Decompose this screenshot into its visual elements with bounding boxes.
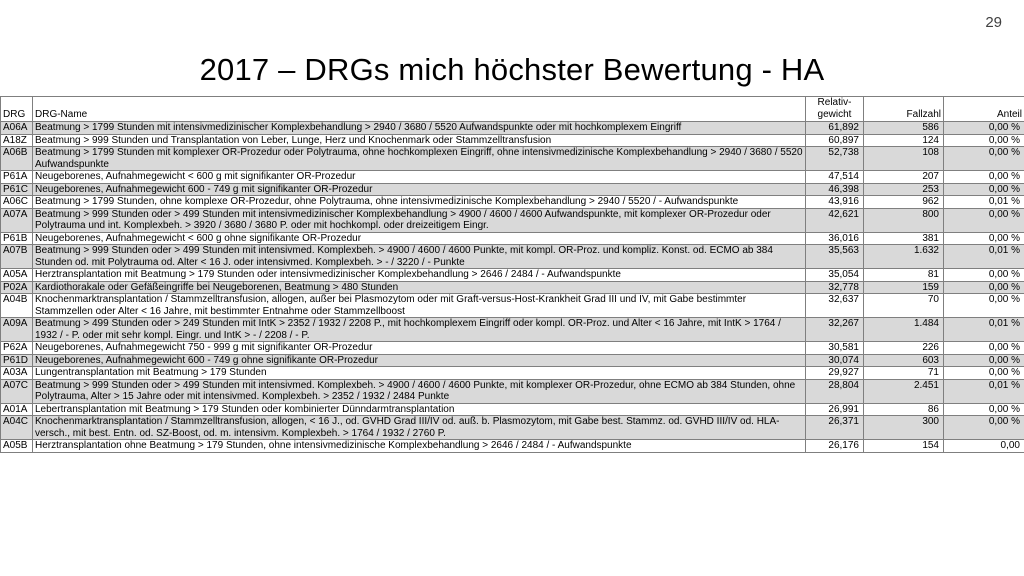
cell-anteil: 0,00 %: [944, 183, 1024, 196]
header-relativgewicht-line2: gewicht: [817, 108, 852, 120]
cell-drg: P02A: [1, 281, 33, 294]
cell-anteil: 0,01 %: [944, 318, 1024, 342]
cell-anteil: 0,00 %: [944, 354, 1024, 367]
cell-relativgewicht: 29,927: [806, 367, 864, 380]
cell-drg-name: Beatmung > 1799 Stunden mit komplexer OR-Prozedur oder Polytrauma, ohne hochkomplexen Eingriff, ohne intensivmedizinische Komplexbehandlung > 2940 / 3680 / 5520 Aufwandspunkte: [33, 147, 806, 171]
cell-anteil: 0,00 %: [944, 294, 1024, 318]
cell-anteil: 0,00 %: [944, 342, 1024, 355]
cell-drg: P61B: [1, 232, 33, 245]
cell-relativgewicht: 30,581: [806, 342, 864, 355]
header-fallzahl: Fallzahl: [864, 97, 944, 122]
table-row: [1, 232, 1024, 245]
cell-fallzahl: 226: [864, 342, 944, 355]
cell-anteil: 0,01 %: [944, 245, 1024, 269]
cell-drg: A04C: [1, 416, 33, 440]
cell-drg: A05B: [1, 440, 33, 453]
cell-relativgewicht: 30,074: [806, 354, 864, 367]
table-row: [1, 245, 1024, 269]
table-row: [1, 134, 1024, 147]
header-drg: DRG: [1, 97, 33, 122]
cell-drg: A18Z: [1, 134, 33, 147]
cell-drg-name: Neugeborenes, Aufnahmegewicht 600 - 749 g ohne signifikante OR-Prozedur: [33, 354, 806, 367]
cell-relativgewicht: 32,267: [806, 318, 864, 342]
cell-fallzahl: 1.632: [864, 245, 944, 269]
cell-drg: A04B: [1, 294, 33, 318]
cell-drg-name: Beatmung > 999 Stunden oder > 499 Stunden mit intensivmed. Komplexbeh. > 4900 / 4600 / 4600 Punkte, mit komplexer OR-Prozedur, ohne ECMO ab 384 Stunden, ohne Polytrauma, Alter > 15 Jahre oder mit intensivmed. Komplexbeh. > 2352 / 1932 / 2484 Punkte: [33, 379, 806, 403]
cell-drg-name: Neugeborenes, Aufnahmegewicht 600 - 749 g mit signifikanter OR-Prozedur: [33, 183, 806, 196]
cell-drg: P61A: [1, 171, 33, 184]
table-row: [1, 342, 1024, 355]
cell-drg: A07A: [1, 208, 33, 232]
cell-relativgewicht: 36,016: [806, 232, 864, 245]
table-row: [1, 269, 1024, 282]
table-row: [1, 196, 1024, 209]
cell-drg: P61C: [1, 183, 33, 196]
table-row: [1, 281, 1024, 294]
cell-anteil: 0,00 %: [944, 122, 1024, 135]
cell-drg: A07B: [1, 245, 33, 269]
header-drg-name: DRG-Name: [33, 97, 806, 122]
cell-relativgewicht: 46,398: [806, 183, 864, 196]
header-anteil: Anteil: [944, 97, 1024, 122]
table-row: [1, 147, 1024, 171]
cell-fallzahl: 81: [864, 269, 944, 282]
cell-fallzahl: 71: [864, 367, 944, 380]
cell-relativgewicht: 47,514: [806, 171, 864, 184]
cell-drg-name: Beatmung > 1799 Stunden, ohne komplexe OR-Prozedur, ohne Polytrauma, ohne intensivmedizinische Komplexbehandlung > 2940 / 5520 / - Aufwandspunkte: [33, 196, 806, 209]
cell-drg: A06A: [1, 122, 33, 135]
cell-drg-name: Neugeborenes, Aufnahmegewicht 750 - 999 g mit signifikanter OR-Prozedur: [33, 342, 806, 355]
cell-drg-name: Beatmung > 999 Stunden oder > 499 Stunden mit intensivmed. Komplexbeh. > 4900 / 4600 / 4600 Punkte, mit kompl. OR-Proz. und kompliz. Konst. od. ECMO ab 384 Stunden od. mit Polytrauma od. Alter < 16 J. oder intensivmed. Komplexbeh. > - / 3220 / - Punkte: [33, 245, 806, 269]
cell-drg-name: Herztransplantation mit Beatmung > 179 Stunden oder intensivmedizinischer Komplexbehandlung > 2646 / 2484 / - Aufwandspunkte: [33, 269, 806, 282]
cell-fallzahl: 124: [864, 134, 944, 147]
header-relativgewicht: [806, 97, 864, 122]
cell-fallzahl: 207: [864, 171, 944, 184]
cell-anteil: 0,01 %: [944, 196, 1024, 209]
page-number: 29: [985, 14, 1002, 31]
cell-relativgewicht: 35,054: [806, 269, 864, 282]
cell-relativgewicht: 32,778: [806, 281, 864, 294]
cell-drg-name: Lebertransplantation mit Beatmung > 179 Stunden oder kombinierter Dünndarmtransplantation: [33, 403, 806, 416]
cell-anteil: 0,00 %: [944, 403, 1024, 416]
cell-anteil: 0,00: [944, 440, 1024, 453]
cell-relativgewicht: 26,176: [806, 440, 864, 453]
cell-relativgewicht: 42,621: [806, 208, 864, 232]
cell-drg: P61D: [1, 354, 33, 367]
table-row: [1, 440, 1024, 453]
cell-drg: A05A: [1, 269, 33, 282]
cell-relativgewicht: 35,563: [806, 245, 864, 269]
cell-drg-name: Beatmung > 999 Stunden und Transplantation von Leber, Lunge, Herz und Knochenmark oder Stammzelltransfusion: [33, 134, 806, 147]
cell-relativgewicht: 28,804: [806, 379, 864, 403]
slide-title: 2017 – DRGs mich höchster Bewertung - HA: [199, 52, 825, 87]
cell-relativgewicht: 61,892: [806, 122, 864, 135]
cell-anteil: 0,00 %: [944, 147, 1024, 171]
cell-drg: A01A: [1, 403, 33, 416]
cell-anteil: 0,00 %: [944, 281, 1024, 294]
table-row: [1, 354, 1024, 367]
cell-anteil: 0,00 %: [944, 367, 1024, 380]
table-row: [1, 208, 1024, 232]
cell-relativgewicht: 60,897: [806, 134, 864, 147]
cell-fallzahl: 86: [864, 403, 944, 416]
cell-drg-name: Beatmung > 1799 Stunden mit intensivmedizinischer Komplexbehandlung > 2940 / 3680 / 5520 Aufwandspunkte oder mit hochkomplexem Eingriff: [33, 122, 806, 135]
cell-relativgewicht: 52,738: [806, 147, 864, 171]
table-row: [1, 183, 1024, 196]
cell-drg-name: Beatmung > 999 Stunden oder > 499 Stunden mit intensivmedizinischer Komplexbehandlung > 4900 / 4600 / 4600 Aufwandspunkte, mit komplexer OR-Prozedur oder Polytrauma und int. Komplexbeh. > 3920 / 3680 / 3680 P. oder mit hochkompl. oder dreizeitigem Eingr.: [33, 208, 806, 232]
cell-fallzahl: 962: [864, 196, 944, 209]
table-body: [1, 122, 1024, 453]
cell-fallzahl: 159: [864, 281, 944, 294]
cell-drg: A03A: [1, 367, 33, 380]
cell-fallzahl: 1.484: [864, 318, 944, 342]
cell-drg-name: Kardiothorakale oder Gefäßeingriffe bei Neugeborenen, Beatmung > 480 Stunden: [33, 281, 806, 294]
cell-drg-name: Herztransplantation ohne Beatmung > 179 Stunden, ohne intensivmedizinische Komplexbehandlung > 2646 / 2484 / - Aufwandspunkte: [33, 440, 806, 453]
table-header-row: [1, 97, 1024, 122]
cell-drg-name: Knochenmarktransplantation / Stammzelltransfusion, allogen, < 16 J., od. GVHD Grad III/IV od. auß. b. Plasmozytom, mit Gabe best. Stammz. od. GVHD III/IV od. HLA-versch., mit best. Entn. od. SZ-Boost, od. m. intensivm. Komplexbeh. > 1764 / 1932 / 2760 P.: [33, 416, 806, 440]
cell-fallzahl: 381: [864, 232, 944, 245]
cell-anteil: 0,01 %: [944, 379, 1024, 403]
cell-relativgewicht: 32,637: [806, 294, 864, 318]
cell-drg-name: Knochenmarktransplantation / Stammzelltransfusion, allogen, außer bei Plasmozytom oder mit Graft-versus-Host-Krankheit Grad III und IV, mit Gabe bestimmter Stammzellen oder Alter < 16 Jahre, mit bestimmter Entnahme oder Stammzellboost: [33, 294, 806, 318]
cell-drg-name: Neugeborenes, Aufnahmegewicht < 600 g mit signifikanter OR-Prozedur: [33, 171, 806, 184]
table-row: [1, 318, 1024, 342]
cell-anteil: 0,00 %: [944, 171, 1024, 184]
cell-relativgewicht: 43,916: [806, 196, 864, 209]
table-row: [1, 416, 1024, 440]
table-row: [1, 379, 1024, 403]
cell-anteil: 0,00 %: [944, 208, 1024, 232]
cell-anteil: 0,00 %: [944, 269, 1024, 282]
table-row: [1, 403, 1024, 416]
cell-fallzahl: 108: [864, 147, 944, 171]
cell-fallzahl: 586: [864, 122, 944, 135]
drg-table: [0, 96, 1024, 453]
cell-fallzahl: 603: [864, 354, 944, 367]
cell-fallzahl: 70: [864, 294, 944, 318]
cell-anteil: 0,00 %: [944, 416, 1024, 440]
cell-drg-name: Beatmung > 499 Stunden oder > 249 Stunden mit IntK > 2352 / 1932 / 2208 P., mit hochkomplexem Eingriff oder kompl. OR-Proz. und Alter < 16 Jahre, mit IntK > 1764 / 1932 / - P. oder mit sehr kompl. Eingr. und IntK > - / 2208 / - P.: [33, 318, 806, 342]
table-row: [1, 122, 1024, 135]
cell-drg: A06C: [1, 196, 33, 209]
cell-fallzahl: 253: [864, 183, 944, 196]
cell-drg: A06B: [1, 147, 33, 171]
table-row: [1, 367, 1024, 380]
cell-fallzahl: 300: [864, 416, 944, 440]
cell-drg: A09A: [1, 318, 33, 342]
cell-fallzahl: 154: [864, 440, 944, 453]
cell-anteil: 0,00 %: [944, 134, 1024, 147]
header-relativgewicht-line1: Relativ-: [817, 97, 852, 108]
cell-fallzahl: 800: [864, 208, 944, 232]
cell-drg-name: Neugeborenes, Aufnahmegewicht < 600 g ohne signifikante OR-Prozedur: [33, 232, 806, 245]
cell-anteil: 0,00 %: [944, 232, 1024, 245]
cell-drg-name: Lungentransplantation mit Beatmung > 179 Stunden: [33, 367, 806, 380]
cell-drg: P62A: [1, 342, 33, 355]
cell-drg: A07C: [1, 379, 33, 403]
cell-relativgewicht: 26,371: [806, 416, 864, 440]
table-row: [1, 294, 1024, 318]
cell-relativgewicht: 26,991: [806, 403, 864, 416]
table-row: [1, 171, 1024, 184]
cell-fallzahl: 2.451: [864, 379, 944, 403]
